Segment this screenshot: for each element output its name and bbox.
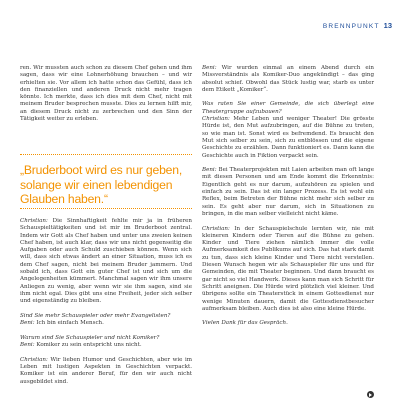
- answer-text: In der Schauspielschule lernten wir, nie mit kleineren Kindern oder Tieren auf die Bühne zu gehen. Kinder und Tiere ziehen nämlich immer die volle Aufmerksamkeit des Publikums auf sich. Das hat stark damit zu tun, dass sich kleine Kinder und Tiere nicht verstellen. Diesen Wunsch hegen wir als Schauspieler für uns und für Gemeinden, die mit Theater beginnen. Und dann braucht es gar nicht so viel Handwerk. Dieses kann man sich Schritt für Schritt aneignen. Die Hürde wird plötzlich viel kleiner. Und übrigens sollte ein Theaterstück in einem Gottesdienst nur wenige Minuten dauern, damit die Gottesdienstbesucher aufmerksam bleiben. Auch dies ist also eine kleine Hürde.: [202, 225, 374, 312]
- answer-text: Wir lieben Humor und Geschichten, aber wie im Leben mit lustigen Aspekten in Geschichten verpackt. Komiker ist ein anderer Beruf, für den wir auch nicht ausgebildet sind.: [20, 356, 192, 385]
- answer-text: Mehr Leben und weniger Theater! Die grösste Hürde ist, den Mut aufzubringen, auf die Bühne zu treten, so wie man ist. Sonst wird es befremdend. Es braucht den Mut sich selber zu sein, sich zu entblössen und die eigene Geschichte zu erzählen. Dann funktioniert es. Dann kann die Geschichte auch in Fiktion verpackt sein.: [202, 116, 374, 159]
- interview-answer: [20, 357, 192, 386]
- page-number: 13: [383, 21, 392, 30]
- answer-text: Ich bin einfach Mensch.: [34, 320, 104, 327]
- divider: [20, 154, 192, 155]
- interview-question: Was raten Sie einer Gemeinde, die sich überlegt eine Theatergruppe aufzubauen?: [202, 101, 374, 115]
- interview-question: Vielen Dank für das Gespräch.: [202, 320, 288, 327]
- divider: [20, 208, 192, 209]
- speaker-name: Christian:: [20, 218, 48, 224]
- answer-text: Wir wurden einmal an einem Abend durch ein Missverständnis als Komiker-Duo angekündigt – das ging absolut schief. Obwohl das Stück lustig war, starb es unter dem Etikett „Komiker“.: [202, 65, 374, 93]
- answer-text: Bei Theaterprojekten mit Laien arbeiten man oft lange mit diesen Personen und am Ende kommt die Erkenntnis: Eigentlich geht es nur darum, aufzuhören zu spielen und einfach zu sein. Das ist ein langer Prozess. Es ist wohl ein Reflex, beim Betreten der Bühne nicht mehr sich selber zu sein. Es geht aber nur darum, sich in Situationen zu bringen, in die man selber vielleicht nicht käme.: [202, 167, 374, 217]
- speaker-name: Beni:: [202, 65, 217, 71]
- speaker-name: Christian:: [20, 356, 48, 363]
- interview-answer: [202, 167, 374, 218]
- answer-text: Die Sinnhaftigkeit fehlte mir ja in früheren Schauspieltätigkeiten und ist mir im Bruderboot zentral. Indem wir Gott als Chef haben und unter uns zweien keinen Chef haben, ist auch klar, dass wir uns nicht gegenseitig die Aufgaben oder auch Schuld zuschieben können. Wenn sich will, dass sich etwas ändert an einer Situation, muss ich es dem Chef sagen, nicht bei meinem Bruder jammern. Und sobald ich, dass Gott ein guter Chef ist und sich um die Angelegenheiten kümmert. Manchmal sagen wir ihm unsere Anliegen zu wenig, aber wenn wir sie ihm sagen, sind sie ihm nicht egal. Dies gibt uns eine Freiheit, jeder sich selber und eigenständig zu bleiben.: [20, 218, 192, 305]
- paragraph: ren. Wir mussten auch schon zu diesem Chef gehen und ihm sagen, dass wir eine Lohnerhöhung brauchen – und wir erhielten sie. Vor allem ich hatte schon das Gefühl, dass ich den finanziellen und anderen Druck nicht mehr tragen könnte. Ich merkte, dass ich dies mit dem Chef, nicht mit meinem Bruder besprechen musste. Dies zu lernen hilft mir, an diesem Druck nicht zu zerbrechen und den Sinn der Tätigkeit weiter zu erleben.: [20, 65, 192, 123]
- article-end-icon: [367, 391, 374, 398]
- interview-question: Sind Sie mehr Schauspieler oder mehr Evangelisten?: [20, 312, 171, 319]
- right-column: [202, 65, 374, 328]
- speaker-name: Beni:: [20, 342, 35, 349]
- interview-answer: [202, 116, 374, 160]
- speaker-name: Christian:: [202, 225, 230, 232]
- interview-answer: [202, 226, 374, 314]
- speaker-name: Beni:: [202, 167, 217, 174]
- speaker-name: Christian:: [202, 116, 230, 123]
- interview-question: Warum sind Sie Schauspieler und nicht Komiker?: [20, 334, 160, 341]
- speaker-name: Beni:: [20, 320, 35, 327]
- answer-text: Komiker zu sein entspricht uns nicht.: [34, 342, 142, 349]
- interview-answer: [202, 65, 374, 94]
- pull-quote: [20, 154, 192, 209]
- interview-answer: [20, 342, 192, 349]
- left-column-top: [20, 65, 192, 123]
- interview-answer: [20, 320, 192, 327]
- pull-quote-text: „Bruderboot wird es nur geben, solange wir einen lebendigen Glauben haben.“: [20, 163, 183, 206]
- section-title: BRENNPUNKT: [322, 23, 380, 30]
- interview-answer: [20, 218, 192, 306]
- left-column-bottom: [20, 218, 192, 386]
- page-header: [323, 21, 392, 30]
